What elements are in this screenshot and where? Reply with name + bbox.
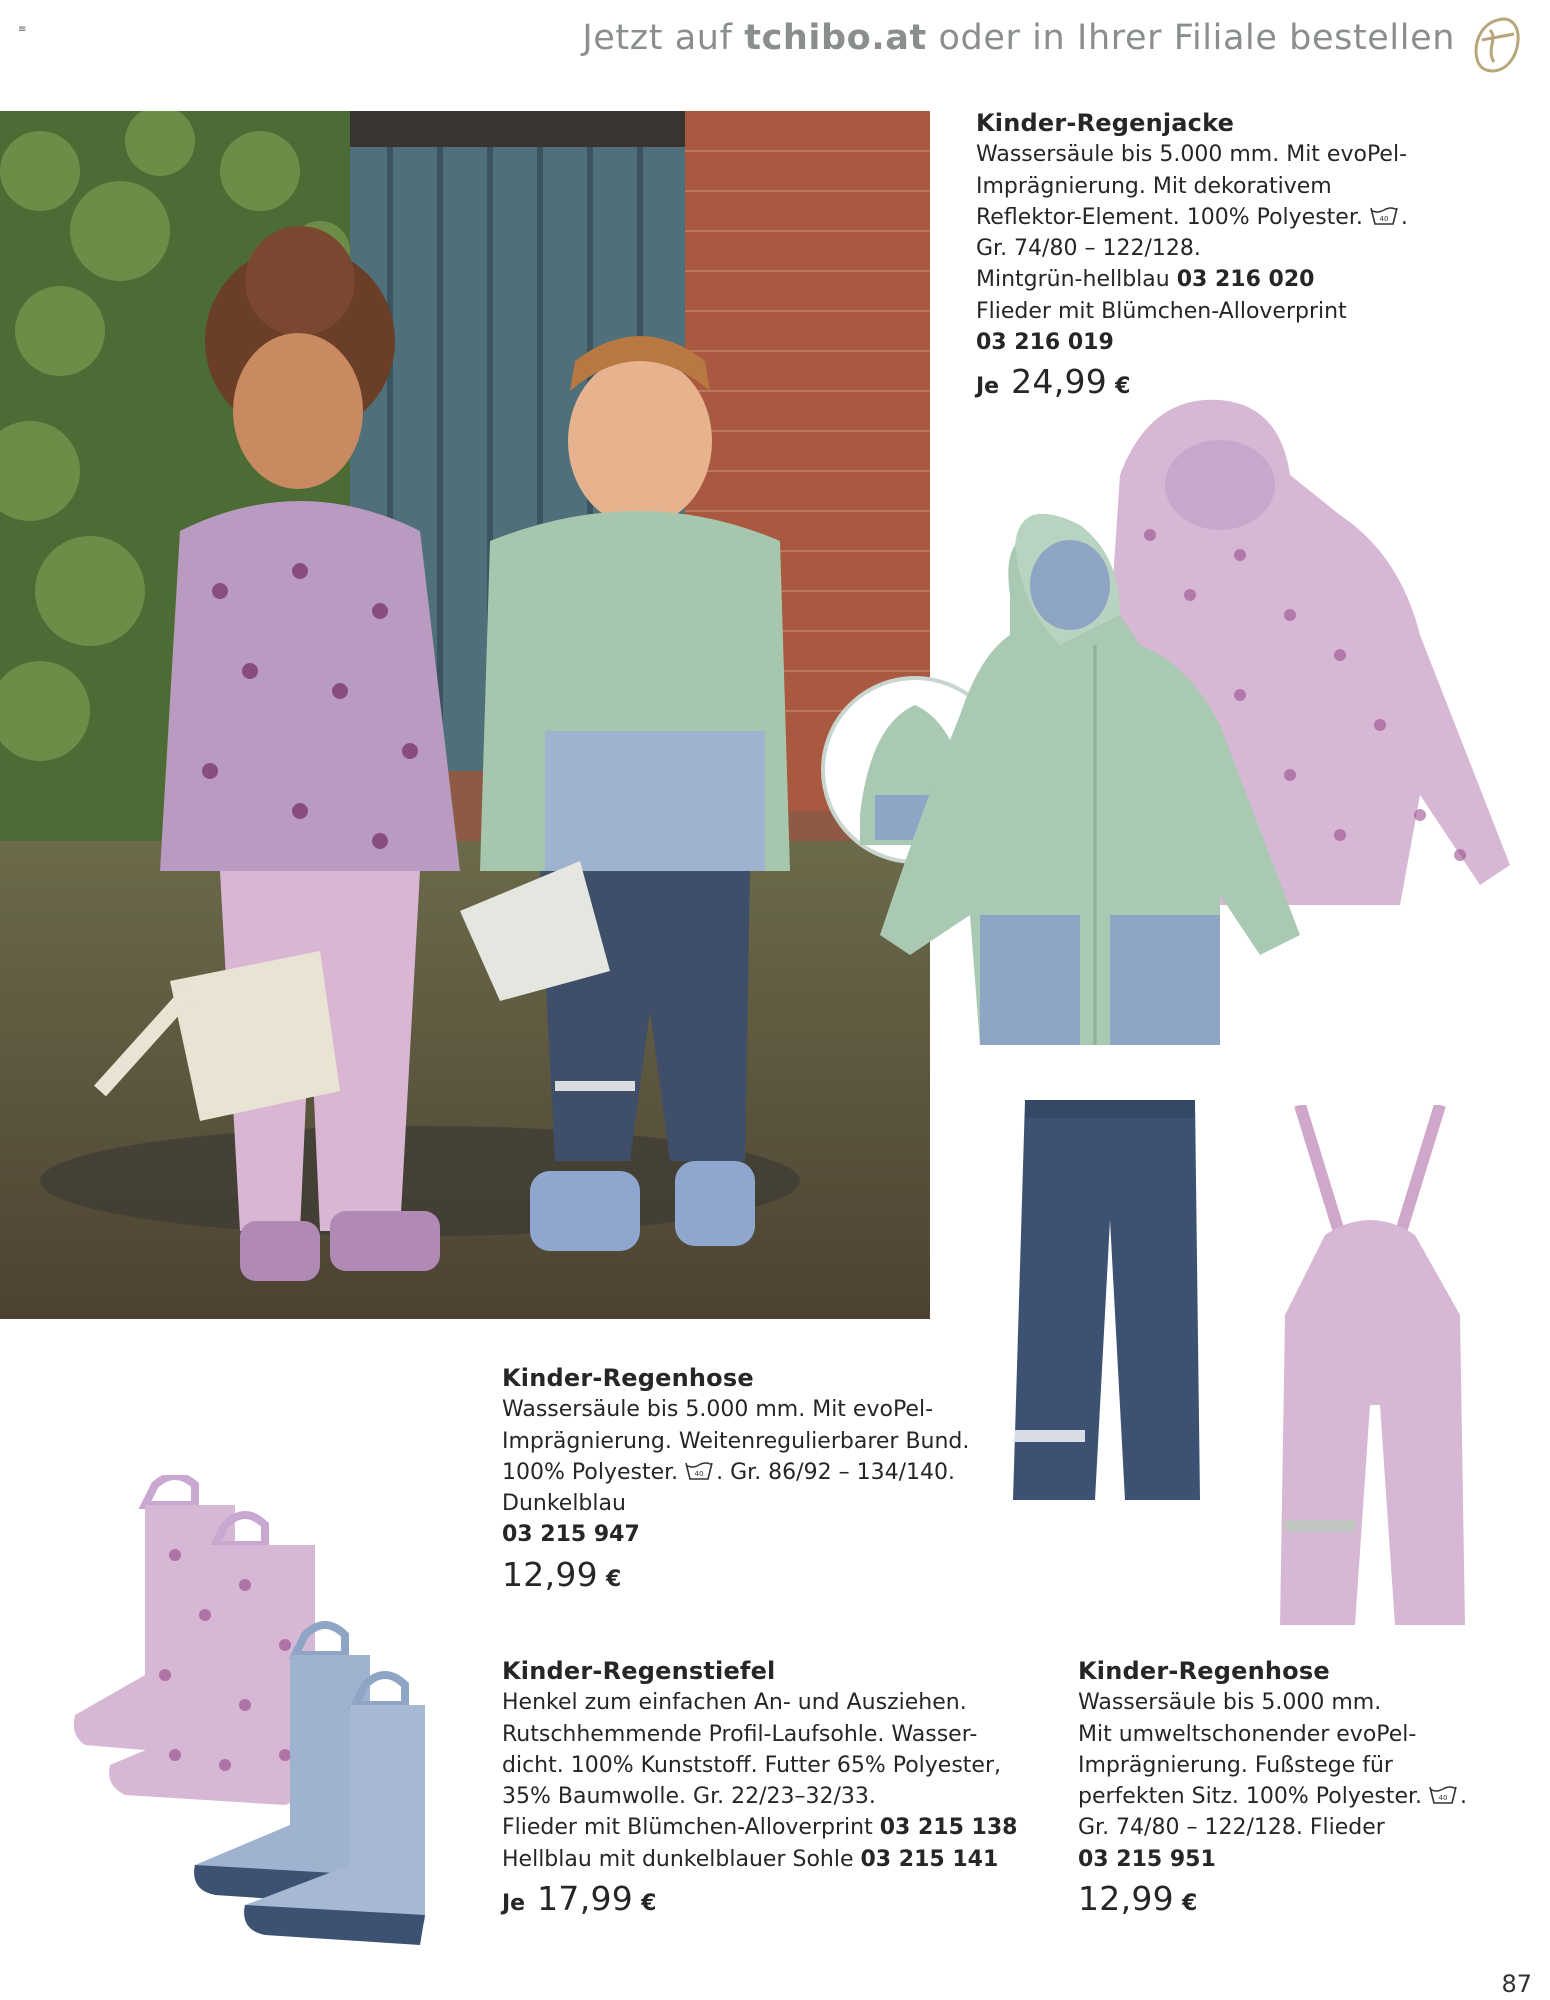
product-variant <box>502 1844 1022 1875</box>
product-variant <box>502 1812 1022 1843</box>
product-jacket-block <box>976 108 1456 403</box>
article-number: 03 216 020 <box>1176 267 1315 293</box>
desc-text: . <box>1400 204 1408 230</box>
product-variant <box>976 264 1456 295</box>
svg-text:40: 40 <box>1438 1794 1448 1803</box>
product-desc-line <box>976 202 1456 233</box>
currency: € <box>1181 1891 1198 1917</box>
product-desc-line: Gr. 74/80 – 122/128. <box>976 236 1201 262</box>
article-number: 03 216 019 <box>976 330 1114 356</box>
product-desc-line: 35% Baumwolle. Gr. 22/23–32/33. <box>502 1784 876 1810</box>
article-number: 03 215 951 <box>1078 1846 1216 1872</box>
hero-photo-children-in-rain <box>0 111 930 1319</box>
product-image-pants-lilac <box>1270 1105 1470 1645</box>
desc-text: Reflektor-Element. 100% Polyester. <box>976 204 1363 230</box>
desc-text: 100% Polyester. <box>502 1459 679 1485</box>
price-prefix: Je <box>502 1891 526 1917</box>
wash-40-degree-icon <box>684 1461 714 1481</box>
price-row <box>502 1879 1022 1919</box>
product-desc-line: Imprägnierung. Weitenregulierbarer Bund. <box>502 1428 970 1454</box>
product-pants-blue-block <box>502 1363 982 1595</box>
currency: € <box>605 1566 622 1592</box>
price: 12,99 <box>502 1554 598 1594</box>
currency: € <box>1115 374 1131 400</box>
wash-40-degree-icon <box>1428 1785 1458 1805</box>
product-title: Kinder-Regenstiefel <box>502 1657 776 1685</box>
variant-label: Flieder mit Blümchen-Alloverprint <box>502 1815 880 1841</box>
page-number: 87 <box>1501 1970 1532 1998</box>
variant-label: Hellblau mit dunkelblauer Sohle <box>502 1846 861 1872</box>
product-desc-line: Wassersäule bis 5.000 mm. Mit evoPel- <box>976 142 1408 168</box>
svg-text:40: 40 <box>694 1469 704 1478</box>
price-row <box>1078 1879 1518 1919</box>
page-header <box>0 16 1550 76</box>
article-number: 03 215 141 <box>860 1846 999 1872</box>
tchibo-coffee-bean-icon <box>1468 16 1524 76</box>
product-desc-line: Henkel zum einfachen An- und Ausziehen. <box>502 1690 967 1716</box>
desc-text: perfekten Sitz. 100% Polyester. <box>1078 1784 1423 1810</box>
desc-text: . Gr. 86/92 – 134/140. <box>716 1459 955 1485</box>
product-variant: Flieder mit Blümchen-Alloverprint <box>976 298 1347 324</box>
product-desc-line: Gr. 74/80 – 122/128. Flieder <box>1078 1815 1385 1841</box>
product-desc-line: Imprägnierung. Mit dekorativem <box>976 173 1332 199</box>
product-pants-lilac-block <box>1078 1656 1518 1919</box>
product-title: Kinder-Regenhose <box>1078 1657 1330 1685</box>
header-banner <box>582 18 1455 58</box>
product-image-jackets <box>820 395 1520 1055</box>
product-color: Dunkelblau <box>502 1491 626 1517</box>
price-prefix: Je <box>976 374 1000 400</box>
product-title: Kinder-Regenjacke <box>976 109 1235 137</box>
product-image-boots <box>65 1475 465 1945</box>
menu-icon[interactable]: ≡ <box>18 24 27 35</box>
header-text-pre: Jetzt auf <box>582 18 745 58</box>
article-number: 03 215 138 <box>879 1815 1018 1841</box>
price: 24,99 <box>1011 362 1108 402</box>
product-desc-line <box>1078 1781 1518 1812</box>
price: 12,99 <box>1078 1879 1174 1919</box>
price: 17,99 <box>537 1879 634 1919</box>
product-title: Kinder-Regenhose <box>502 1364 754 1392</box>
article-number: 03 215 947 <box>502 1522 640 1548</box>
currency: € <box>641 1891 657 1917</box>
price-row <box>502 1554 982 1595</box>
product-boots-block <box>502 1656 1022 1919</box>
desc-text: . <box>1460 1784 1468 1810</box>
variant-label: Mintgrün-hellblau <box>976 267 1177 293</box>
product-desc-line: Wassersäule bis 5.000 mm. Mit evoPel- <box>502 1397 934 1423</box>
product-desc-line: Imprägnierung. Fußstege für <box>1078 1752 1393 1778</box>
header-text-post: oder in Ihrer Filiale bestellen <box>926 18 1455 58</box>
product-image-pants-blue <box>1005 1100 1205 1520</box>
product-desc-line: Mit umweltschonender evoPel- <box>1078 1721 1417 1747</box>
product-desc-line <box>502 1457 982 1488</box>
product-desc-line: dicht. 100% Kunststoff. Futter 65% Polyester, <box>502 1752 1001 1778</box>
product-desc-line: Wassersäule bis 5.000 mm. <box>1078 1690 1382 1716</box>
product-desc-line: Rutschhemmende Profil-Laufsohle. Wasser- <box>502 1721 978 1747</box>
wash-40-degree-icon <box>1369 206 1399 226</box>
header-brand: tchibo.at <box>744 18 927 58</box>
svg-text:40: 40 <box>1379 214 1389 223</box>
